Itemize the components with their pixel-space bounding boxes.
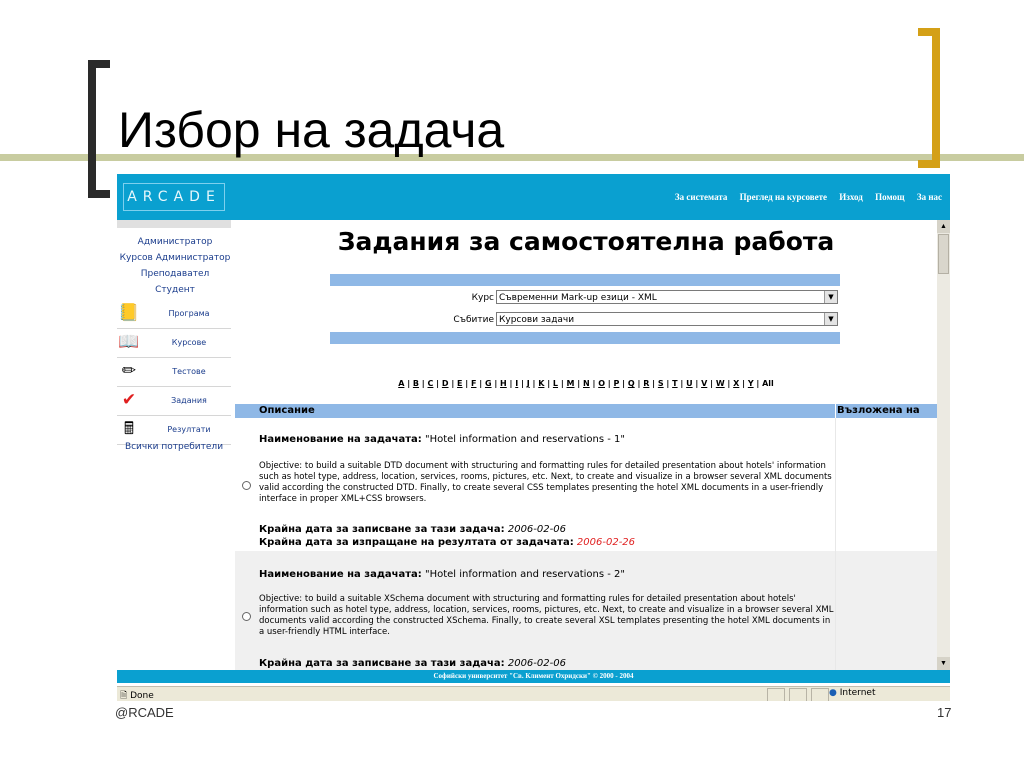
alphabet-letter-y[interactable]: Y bbox=[747, 379, 754, 388]
registration-deadline bbox=[259, 524, 566, 535]
course-label: Курс bbox=[471, 293, 494, 303]
sidebar-item-label: Тестове bbox=[172, 367, 206, 376]
task-name-value: "Hotel information and reservations - 2" bbox=[424, 569, 625, 580]
sidebar-shade bbox=[117, 220, 231, 228]
alphabet-separator: | bbox=[605, 379, 614, 388]
alphabet-letter-i[interactable]: I bbox=[515, 379, 519, 388]
sidebar-menu bbox=[117, 300, 231, 445]
alphabet-separator: | bbox=[462, 379, 471, 388]
task-name-label: Наименование на задачата: bbox=[259, 569, 422, 580]
notebook-icon: 📒 bbox=[118, 303, 140, 322]
filter-bar-bottom bbox=[330, 332, 840, 344]
arcade-logo[interactable]: ARCADE bbox=[123, 183, 225, 211]
alphabet-letter-m[interactable]: M bbox=[566, 379, 575, 388]
right-bracket-decoration bbox=[918, 28, 940, 168]
alphabet-separator: | bbox=[544, 379, 553, 388]
alphabet-letter-j[interactable]: J bbox=[526, 379, 530, 388]
all-users-link[interactable]: Всички потребители bbox=[124, 442, 224, 452]
course-filter-row bbox=[330, 290, 840, 307]
alphabet-letter-p[interactable]: P bbox=[613, 379, 620, 388]
app-header bbox=[117, 174, 950, 220]
scroll-up-icon[interactable]: ▲ bbox=[937, 220, 950, 233]
status-panel bbox=[789, 688, 807, 701]
globe-icon: ● bbox=[829, 688, 837, 698]
chevron-down-icon[interactable]: ▼ bbox=[824, 313, 837, 325]
header-separator bbox=[835, 404, 836, 418]
table-row bbox=[235, 418, 937, 551]
alphabet-separator: | bbox=[518, 379, 527, 388]
submission-deadline-date: 2006-02-26 bbox=[576, 537, 636, 548]
event-filter-row bbox=[330, 312, 840, 329]
submission-deadline bbox=[259, 537, 635, 548]
alphabet-separator: | bbox=[707, 379, 716, 388]
alphabet-separator: | bbox=[692, 379, 702, 388]
column-assigned-to: Възложена на bbox=[837, 405, 920, 416]
alphabet-separator: | bbox=[739, 379, 748, 388]
alphabet-letter-o[interactable]: O bbox=[598, 379, 606, 388]
sidebar bbox=[117, 220, 235, 670]
role-list bbox=[117, 234, 233, 298]
task-name-value: "Hotel information and reservations - 1" bbox=[424, 434, 625, 445]
alphabet-separator: | bbox=[677, 379, 687, 388]
task-name-label: Наименование на задачата: bbox=[259, 434, 422, 445]
nav-about-us[interactable]: За нас bbox=[916, 192, 942, 202]
sidebar-item-label: Задания bbox=[171, 396, 207, 405]
alphabet-separator: | bbox=[634, 379, 644, 388]
scroll-down-icon[interactable]: ▼ bbox=[937, 657, 950, 670]
task-radio[interactable] bbox=[242, 481, 251, 490]
slide-footer: @RCADE bbox=[115, 705, 174, 720]
sidebar-item-assignments[interactable] bbox=[117, 387, 231, 416]
nav-about-system[interactable]: За системата bbox=[674, 192, 728, 202]
alphabet-separator: | bbox=[448, 379, 458, 388]
alphabet-letter-v[interactable]: V bbox=[701, 379, 708, 388]
nav-help[interactable]: Помощ bbox=[875, 192, 905, 202]
assigned-cell bbox=[835, 418, 937, 551]
course-select[interactable] bbox=[496, 290, 838, 304]
table-header bbox=[235, 404, 937, 418]
alphabet-letter-b[interactable]: B bbox=[412, 379, 420, 388]
book-icon: 📖 bbox=[118, 332, 140, 351]
alphabet-letter-t[interactable]: T bbox=[672, 379, 678, 388]
alphabet-separator: | bbox=[529, 379, 539, 388]
role-teacher[interactable]: Преподавател bbox=[140, 269, 210, 279]
sidebar-item-courses[interactable] bbox=[117, 329, 231, 358]
alphabet-letter-u[interactable]: U bbox=[686, 379, 693, 388]
status-panel bbox=[811, 688, 829, 701]
registration-deadline-date: 2006-02-06 bbox=[507, 658, 566, 669]
alphabet-letter-h[interactable]: H bbox=[500, 379, 507, 388]
slide-page-number: 17 bbox=[937, 705, 952, 720]
course-select-value: Съвременни Mark-up езици - XML bbox=[499, 293, 657, 303]
alphabet-separator: | bbox=[724, 379, 734, 388]
sidebar-item-label: Резултати bbox=[167, 425, 211, 434]
alphabet-separator: | bbox=[419, 379, 428, 388]
main-content bbox=[235, 220, 937, 670]
alphabet-separator: | bbox=[663, 379, 673, 388]
alphabet-separator: | bbox=[574, 379, 583, 388]
alphabet-letter-x[interactable]: X bbox=[733, 379, 740, 388]
event-label: Събитие bbox=[453, 315, 494, 325]
alphabet-separator: | bbox=[619, 379, 628, 388]
submission-deadline-label: Крайна дата за изпращане на резултата от задачата: bbox=[259, 537, 574, 548]
table-row bbox=[235, 551, 937, 670]
alphabet-all[interactable]: All bbox=[762, 379, 774, 388]
security-zone bbox=[829, 688, 875, 698]
registration-deadline-date: 2006-02-06 bbox=[507, 524, 566, 535]
task-name bbox=[259, 434, 625, 445]
alphabet-letter-c[interactable]: C bbox=[427, 379, 434, 388]
event-select-value: Курсови задачи bbox=[499, 315, 575, 325]
sidebar-item-results[interactable] bbox=[117, 416, 231, 445]
filter-bar-top bbox=[330, 274, 840, 286]
chevron-down-icon[interactable]: ▼ bbox=[824, 291, 837, 303]
left-bracket-decoration bbox=[88, 60, 110, 198]
checkmark-icon: ✔ bbox=[121, 390, 137, 409]
status-text bbox=[120, 688, 154, 701]
alphabet-letter-k[interactable]: K bbox=[538, 379, 545, 388]
alphabet-separator: | bbox=[404, 379, 413, 388]
alphabet-letter-f[interactable]: F bbox=[471, 379, 477, 388]
sidebar-item-program[interactable] bbox=[117, 300, 231, 329]
sidebar-item-label: Курсове bbox=[171, 338, 207, 347]
alphabet-letter-l[interactable]: L bbox=[552, 379, 559, 388]
page-title: Задания за самостоятелна работа bbox=[337, 227, 835, 256]
alphabet-separator: | bbox=[491, 379, 501, 388]
calculator-icon: 🖩 bbox=[123, 419, 135, 438]
page-done-icon: 🗎 bbox=[120, 691, 128, 701]
scroll-thumb[interactable] bbox=[938, 234, 949, 274]
alphabet-separator: | bbox=[506, 379, 516, 388]
slide-title: Избор на задача bbox=[118, 102, 505, 158]
alphabet-separator: | bbox=[476, 379, 485, 388]
assigned-cell bbox=[835, 551, 937, 670]
browser-window bbox=[117, 174, 950, 701]
alphabet-separator: | bbox=[558, 379, 567, 388]
event-select[interactable] bbox=[496, 312, 838, 326]
alphabet-letter-q[interactable]: Q bbox=[627, 379, 635, 388]
role-student[interactable]: Студент bbox=[155, 285, 195, 295]
alphabet-filter bbox=[235, 379, 937, 388]
registration-deadline-label: Крайна дата за записване за тази задача: bbox=[259, 524, 505, 535]
alphabet-letter-g[interactable]: G bbox=[484, 379, 492, 388]
alphabet-letter-n[interactable]: N bbox=[583, 379, 590, 388]
nav-logout[interactable]: Изход bbox=[839, 192, 863, 202]
alphabet-letter-w[interactable]: W bbox=[715, 379, 725, 388]
status-done-label: Done bbox=[130, 691, 154, 701]
registration-deadline bbox=[259, 658, 566, 669]
sidebar-item-label: Програма bbox=[168, 309, 210, 318]
alphabet-letter-r[interactable]: R bbox=[643, 379, 650, 388]
task-radio[interactable] bbox=[242, 612, 251, 621]
task-name bbox=[259, 569, 625, 580]
alphabet-separator: | bbox=[589, 379, 599, 388]
alphabet-letter-s[interactable]: S bbox=[657, 379, 664, 388]
alphabet-separator: | bbox=[649, 379, 658, 388]
registration-deadline-label: Крайна дата за записване за тази задача: bbox=[259, 658, 505, 669]
alphabet-separator: | bbox=[433, 379, 442, 388]
column-description: Описание bbox=[259, 405, 315, 416]
alphabet-letter-a[interactable]: A bbox=[398, 379, 405, 388]
role-administrator[interactable]: Администратор bbox=[137, 237, 213, 247]
alphabet-letter-e[interactable]: E bbox=[457, 379, 463, 388]
app-footer: Софийски университет "Св. Климент Охридски" © 2000 - 2004 bbox=[117, 670, 950, 683]
nav-courses-overview[interactable]: Преглед на курсовете bbox=[739, 192, 828, 202]
sidebar-item-tests[interactable] bbox=[117, 358, 231, 387]
role-course-administrator[interactable]: Курсов Администратор bbox=[119, 253, 231, 263]
vertical-scrollbar[interactable] bbox=[937, 220, 950, 670]
zone-label: Internet bbox=[839, 688, 876, 698]
alphabet-separator: | bbox=[753, 379, 763, 388]
task-objective: Objective: to build a suitable DTD document with structuring and formatting rules for detailed presentation about hotels' information such as hotel type, address, location, services, rooms, pictures, etc. Next, to create and visualize in a browser several XML documents valid according the constructed DTD. Finally, to create several CSS templates presenting the hotel XML documents in a user-friendly interface in proper XML+CSS browsers. bbox=[259, 461, 832, 504]
status-panel bbox=[767, 688, 785, 701]
pencil-icon: ✏ bbox=[121, 361, 137, 380]
task-objective: Objective: to build a suitable XSchema document with structuring and formatting rules for detailed presentation about hotels' information such as hotel type, address, location, services, rooms, pictures, etc. Next, to create and visualize in a browser several XML documents valid according the constructed XSchema. Finally, to create several XSL templates presenting the hotel XML documents in a user-friendly HTML interface. bbox=[259, 594, 834, 637]
alphabet-letter-d[interactable]: D bbox=[441, 379, 449, 388]
browser-statusbar bbox=[117, 686, 950, 701]
top-navigation bbox=[665, 192, 942, 202]
